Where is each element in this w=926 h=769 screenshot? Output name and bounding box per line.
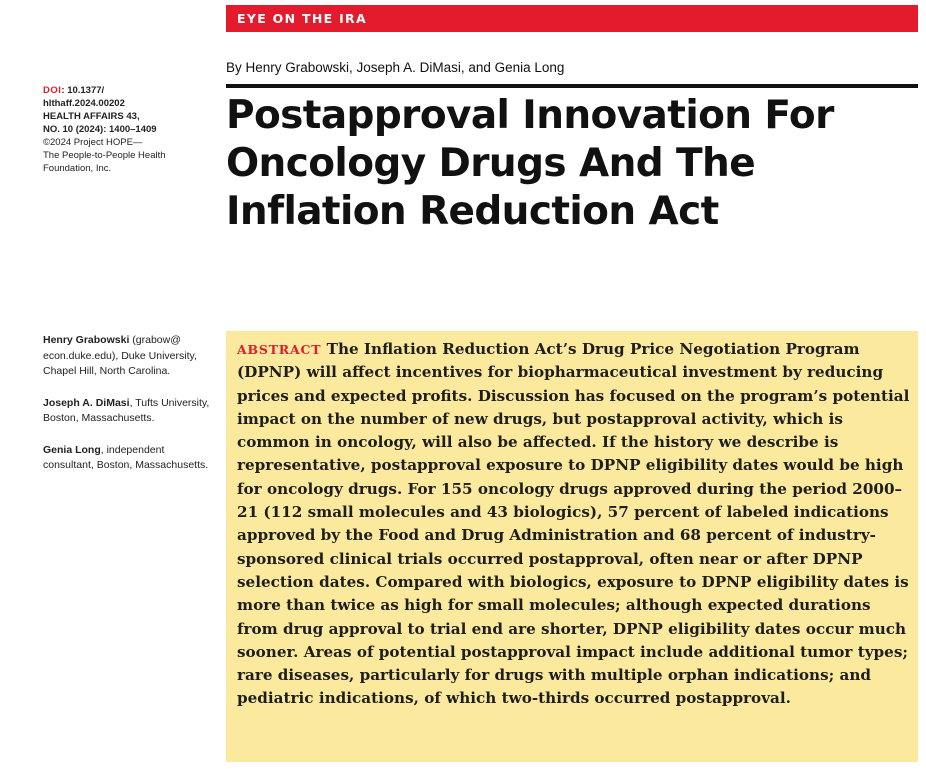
doi-value: : 10.1377/ [61, 85, 105, 96]
section-banner: EYE ON THE IRA [226, 5, 918, 32]
author-affiliation [43, 443, 213, 474]
doi-label: DOI [43, 85, 62, 96]
article-title: Postapproval Innovation For Oncology Drugs And The Inflation Reduction Act [226, 93, 834, 234]
author-affiliations [43, 333, 213, 490]
author-name: Joseph A. DiMasi [43, 396, 130, 409]
abstract-label: ABSTRACT [237, 342, 322, 357]
abstract-box [226, 331, 918, 762]
doi-line [43, 84, 218, 97]
author-name: Henry Grabowski [43, 334, 130, 346]
title-rule [226, 84, 918, 88]
copyright-line-1: ©2024 Project HOPE— [43, 137, 143, 148]
author-affiliation [43, 396, 213, 427]
byline: By Henry Grabowski, Joseph A. DiMasi, and Genia Long [226, 60, 565, 75]
journal-citation-line-2: NO. 10 (2024): 1400–1409 [43, 124, 157, 135]
author-detail: , Tufts University, Boston, Massachusetts. [43, 396, 210, 424]
copyright-line-3: Foundation, Inc. [43, 163, 112, 174]
author-detail: , independent consultant, Boston, Massachusetts. [43, 443, 209, 471]
author-affiliation [43, 333, 213, 380]
article-metadata [43, 84, 218, 175]
author-detail: (grabow@ econ.duke.edu), Duke University, Chapel Hill, North Carolina. [43, 334, 197, 377]
copyright-line-2: The People-to-People Health [43, 150, 166, 161]
author-name: Genia Long [43, 443, 101, 456]
doi-line-2: hlthaff.2024.00202 [43, 98, 125, 109]
journal-citation-line-1: HEALTH AFFAIRS 43, [43, 111, 140, 122]
abstract-text: The Inflation Reduction Act’s Drug Price Negotiation Program (DPNP) will affect incentives for biopharmaceutical investment by reducing prices and expected profits. Discussion has focused on the program’s potential impact on the number of new drugs, but postapproval activity, which is common in oncology, will also be affected. If the history we describe is representative, postapproval exposure to DPNP eligibility dates would be high for oncology drugs. For 155 oncology drugs approved during the period 2000–21 (112 small molecules and 43 biologics), 57 percent of labeled indications approved by the Food and Drug Administration and 68 percent of industry-sponsored clinical trials occurred postapproval, often near or after DPNP selection dates. Compared with biologics, exposure to DPNP eligibility dates is more than twice as high for small molecules; although expected durations from drug approval to trial end are shorter, DPNP eligibility dates occur much sooner. Areas of potential postapproval impact include additional tumor types; rare diseases, particularly for drugs with multiple orphan indications; and pediatric indications, of which two-thirds occurred postapproval. [237, 340, 910, 708]
